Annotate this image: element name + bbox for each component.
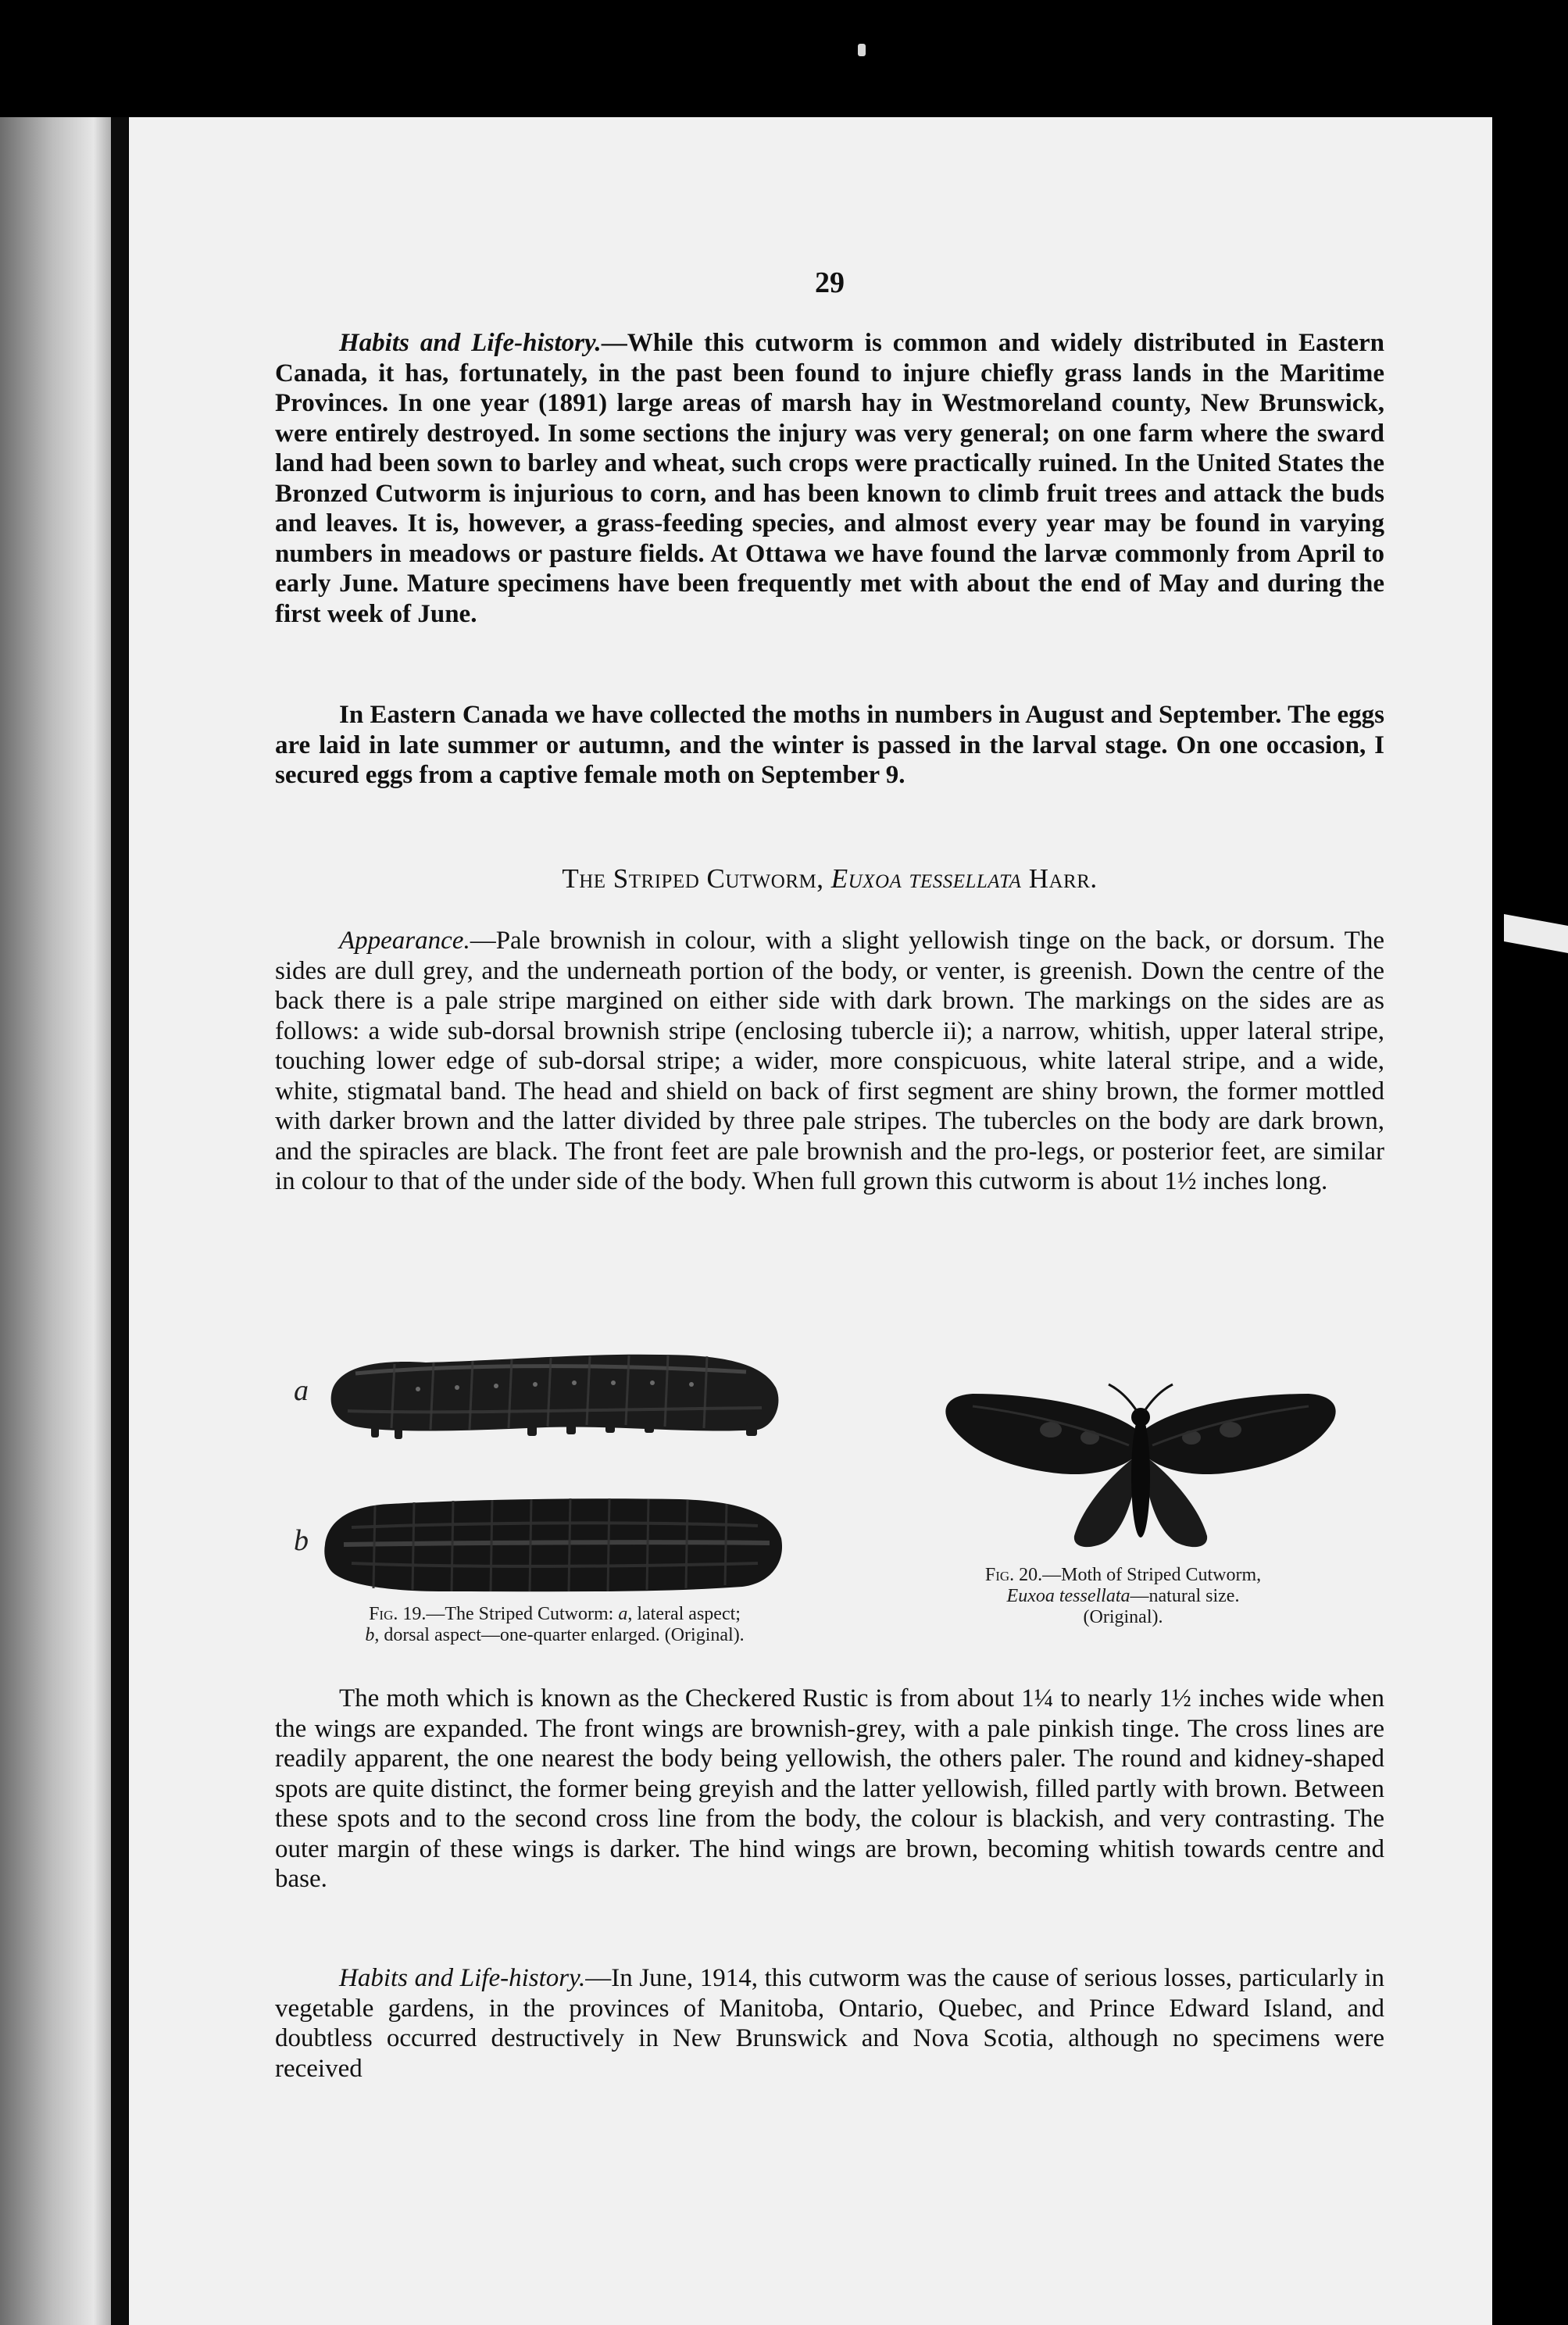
paragraph-lead: Habits and Life-history. bbox=[339, 329, 602, 357]
figure-19-text: , lateral aspect; bbox=[627, 1604, 741, 1624]
figure-20-number: Fig. 20. bbox=[984, 1565, 1043, 1585]
figure-19-number: Fig. 19. bbox=[369, 1604, 427, 1624]
heading-author: Harr. bbox=[1028, 863, 1098, 894]
figure-20-text: (Original). bbox=[1083, 1607, 1163, 1627]
paragraph-body: —While this cutworm is common and widely distributed in Eastern Canada, it has, fortunately, in the past been found to injure chiefly grass lands in the Maritime Provinces. In one year (1891) large areas of marsh hay in Westmoreland county, New Brunswick, were entirely destroyed. In some sections the injury was very general; on one farm where the sward land had been sown to barley and wheat, such crops were practically ruined. In the United States the Bronzed Cutworm is injurious to corn, and has been known to climb fruit trees and attack the buds and leaves. It is, however, a grass-feeding species, and almost every year may be found in varying numbers in meadows or pasture fields. At Ottawa we have found the larvæ commonly from April to early June. Mature specimens have been frequently met with about the end of May and during the first week of June. bbox=[275, 329, 1384, 628]
page-number: 29 bbox=[815, 266, 845, 299]
paragraph-moth-description: The moth which is known as the Checkered Rustic is from about 1¼ to nearly 1½ inches wide when the wings are expanded. The front wings are brownish-grey, with a pale pinkish tinge. The cross lines are readily apparent, the one nearest the body being yellowish, the others paler. The round and kidney-shaped spots are quite distinct, the former being greyish and the latter yellowish, filled partly with brown. Between these spots and to the second cross line from the body, the colour is blackish, and very contrasting. The outer margin of these wings is darker. The hind wings are brown, becoming whitish towards centre and base. bbox=[275, 1684, 1384, 1893]
paragraph-body: —In June, 1914, this cutworm was the cause of serious losses, particularly in vegetable gardens, in the provinces of Manitoba, Ontario, Quebec, and Prince Edward Island, and doubtless occurred destructively in New Brunswick and Nova Scotia, although no specimens were received bbox=[275, 1964, 1384, 2083]
figure-19-a: a bbox=[618, 1604, 628, 1624]
figure-20-text: —Moth of Striped Cutworm, bbox=[1042, 1565, 1262, 1585]
figure-20-text: —natural size. bbox=[1130, 1586, 1240, 1606]
paragraph-appearance bbox=[275, 926, 1384, 1197]
section-heading bbox=[275, 863, 1384, 895]
scan-speck bbox=[858, 44, 866, 56]
figure-19-text: —The Striped Cutworm: bbox=[426, 1604, 619, 1624]
figure-label-b: b bbox=[294, 1524, 309, 1557]
paragraph-habits-striped bbox=[275, 1963, 1384, 2084]
paragraph-moths-collected: In Eastern Canada we have collected the moths in numbers in August and September. The eggs are laid in late summer or autumn, and the winter is passed in the larval stage. On one occasion, I secured eggs from a captive female moth on September 9. bbox=[275, 701, 1384, 789]
figure-20-scientific-name: Euxoa tessellata bbox=[1006, 1586, 1130, 1606]
heading-common-name: The Striped Cutworm, bbox=[562, 863, 824, 894]
heading-scientific-name: Euxoa tessellata bbox=[830, 863, 1022, 894]
paragraph-lead: Habits and Life-history. bbox=[339, 1964, 586, 1992]
previous-page-edge bbox=[0, 117, 117, 2325]
moth-illustration bbox=[941, 1383, 1340, 1555]
figure-label-a: a bbox=[294, 1374, 309, 1407]
page-fold-shadow bbox=[111, 117, 128, 2325]
figure-19-text: , dorsal aspect—one-quarter enlarged. (Original). bbox=[374, 1625, 745, 1645]
larva-lateral-illustration bbox=[324, 1342, 785, 1448]
figure-19-caption bbox=[277, 1604, 832, 1646]
scan-border bbox=[1492, 117, 1568, 2325]
paragraph-body: —Pale brownish in colour, with a slight yellowish tinge on the back, or dorsum. The sides are dull grey, and the underneath portion of the body, or venter, is greenish. Down the centre of the back there is a pale stripe margined on either side with dark brown. The markings on the sides are as follows: a wide sub-dorsal brownish stripe (enclosing tubercle ii); a narrow, whitish, upper lateral stripe, touching lower edge of sub-dorsal stripe; a wider, more conspicuous, white lateral stripe, and a wide, white, stigmatal band. The head and shield on back of first segment are shiny brown, the former mottled with darker brown and the latter divided by three pale stripes. The tubercles on the body are dark brown, and the spiracles are black. The front feet are pale brownish and the pro-legs, or posterior feet, are similar in colour to that of the under side of the body. When full grown this cutworm is about 1½ inches long. bbox=[275, 927, 1384, 1195]
larva-dorsal-illustration bbox=[320, 1488, 785, 1602]
figure-19-b: b bbox=[365, 1625, 375, 1645]
paragraph-lead: Appearance. bbox=[339, 927, 470, 955]
paragraph-habits-bronzed bbox=[275, 328, 1384, 629]
figure-20-caption bbox=[910, 1565, 1336, 1628]
